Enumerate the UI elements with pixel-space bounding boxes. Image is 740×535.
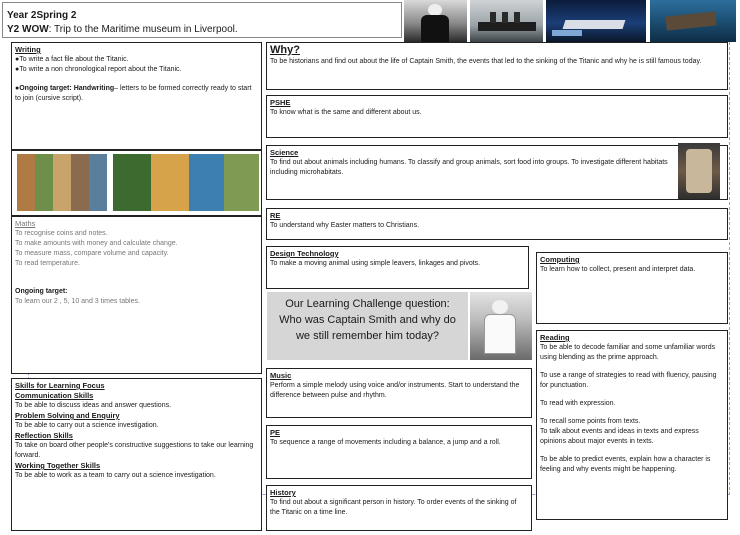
pshe-title: PSHE <box>270 98 291 107</box>
history-text: To find out about a significant person in history. To order events of the sinking of the Titanic on a time line. <box>270 499 517 516</box>
maths-item: To read temperature. <box>15 260 80 267</box>
titanic-painting-photo <box>546 0 646 42</box>
pshe-text: To know what is the same and different about us. <box>270 109 422 116</box>
reading-box <box>536 330 728 520</box>
writing-ongoing-label: ●Ongoing target: <box>15 85 72 92</box>
wow-line <box>7 23 397 36</box>
maths-ongoing-label: Ongoing target: <box>15 288 68 295</box>
maths-item: To recognise coins and notes. <box>15 230 108 237</box>
design-technology-box <box>266 246 529 289</box>
maths-ongoing-text: To learn our 2 , 5, 10 and 3 times tables. <box>15 298 140 305</box>
music-box <box>266 368 532 418</box>
computing-title: Computing <box>540 255 580 264</box>
habitats-collage-photo <box>113 154 259 211</box>
writing-handwriting-label: Handwriting <box>73 85 115 92</box>
learning-challenge-question <box>267 292 468 360</box>
photo-collage <box>11 150 262 216</box>
re-box <box>266 208 728 240</box>
reflection-heading: Reflection Skills <box>15 431 73 440</box>
science-text: To find out about animals including humans. To classify and group animals, sort food into groups. To investigate different habitats including microhabitats. <box>270 159 668 176</box>
communication-heading: Communication Skills <box>15 391 94 400</box>
reading-item: To be able to decode familiar and some unfamiliar words using blending as the prime approach. <box>540 344 716 361</box>
history-title: History <box>270 488 296 497</box>
reading-item: To read with expression. <box>540 400 616 407</box>
why-text: To be historians and find out about the life of Captain Smith, the events that led to the sinking of the Titanic and why he is still famous today. <box>270 58 702 65</box>
maths-item: To measure mass, compare volume and capacity. <box>15 250 169 257</box>
maths-title: Maths <box>15 219 36 228</box>
challenge-line-2: Who was Captain Smith and why do <box>279 314 456 326</box>
captain-portrait-photo <box>404 0 467 42</box>
writing-item: ●To write a non chronological report about the Titanic. <box>15 66 182 73</box>
year-term-title: Year 2Spring 2 <box>7 10 77 21</box>
challenge-line-1: Our Learning Challenge question: <box>285 298 450 310</box>
re-title: RE <box>270 211 281 220</box>
why-box <box>266 42 728 90</box>
communication-text: To be able to discuss ideas and answer questions. <box>15 402 172 409</box>
music-title: Music <box>270 371 292 380</box>
computing-text: To learn how to collect, present and interpret data. <box>540 266 696 273</box>
working-together-text: To be able to work as a team to carry out a science investigation. <box>15 472 216 479</box>
history-box <box>266 485 532 531</box>
design-technology-text: To make a moving animal using simple leavers, linkages and pivots. <box>270 260 481 267</box>
ship-photo <box>470 0 543 42</box>
science-title: Science <box>270 148 299 157</box>
pshe-box <box>266 95 728 138</box>
re-text: To understand why Easter matters to Christians. <box>270 222 420 229</box>
writing-item: ●To write a fact file about the Titanic. <box>15 56 129 63</box>
skills-title: Skills for Learning Focus <box>15 381 105 390</box>
maths-box <box>11 216 262 374</box>
why-title: Why? <box>270 44 300 56</box>
working-together-heading: Working Together Skills <box>15 461 101 470</box>
problem-solving-text: To be able to carry out a science investigation. <box>15 422 159 429</box>
writing-title: Writing <box>15 45 41 54</box>
music-text: Perform a simple melody using voice and/or instruments. Start to understand the difference between pulse and rhythm. <box>270 382 520 399</box>
computing-box <box>536 252 728 324</box>
pe-text: To sequence a range of movements including a balance, a jump and a roll. <box>270 439 501 446</box>
maths-item: To make amounts with money and calculate change. <box>15 240 178 247</box>
design-technology-title: Design Technology <box>270 249 339 258</box>
reading-item: To talk about events and ideas in texts and express opinions about major events in texts. <box>540 428 699 445</box>
challenge-line-3: we still remember him today? <box>295 330 440 342</box>
page-header <box>2 2 402 38</box>
reading-item: To recall some points from texts. <box>540 418 641 425</box>
problem-solving-heading: Problem Solving and Enquiry <box>15 411 120 420</box>
writing-ongoing <box>15 84 258 104</box>
reflection-text: To take on board other people's constructive suggestions to take our learning forward. <box>15 442 254 459</box>
wow-text: : Trip to the Maritime museum in Liverpool. <box>48 24 238 35</box>
science-box <box>266 145 728 200</box>
life-jacket-photo <box>678 143 720 199</box>
writing-box <box>11 42 262 150</box>
reading-item: To use a range of strategies to read with fluency, pausing for punctuation. <box>540 372 717 389</box>
shipwreck-photo <box>650 0 736 42</box>
animal-collage-photo <box>17 154 107 211</box>
pe-box <box>266 425 532 479</box>
reading-item: To be able to predict events, explain how a character is feeling and why events might be happening. <box>540 456 711 473</box>
writing-ongoing-text: – letters to be formed correctly ready to start to join (cursive script). <box>15 85 252 102</box>
pe-title: PE <box>270 428 281 437</box>
reading-title: Reading <box>540 333 570 342</box>
captain-smith-photo <box>470 292 532 360</box>
skills-box <box>11 378 262 531</box>
wow-label: Y2 WOW <box>7 24 49 35</box>
